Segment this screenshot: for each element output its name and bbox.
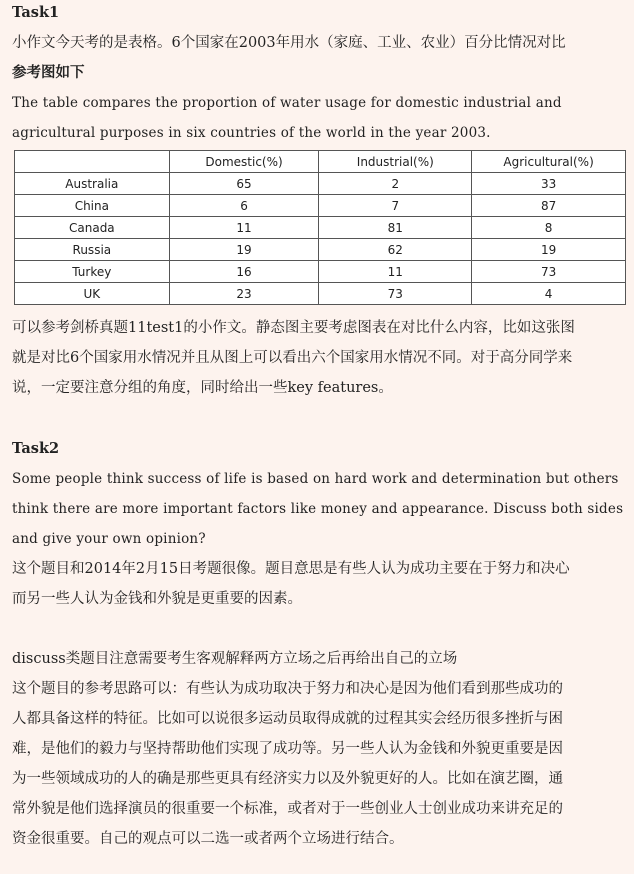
industrial-cell: 2 xyxy=(319,173,472,195)
table-row xyxy=(15,261,626,283)
agricultural-cell: 4 xyxy=(472,283,626,305)
country-cell: Canada xyxy=(15,217,170,239)
industrial-cell: 7 xyxy=(319,195,472,217)
domestic-cell: 6 xyxy=(169,195,319,217)
table-header-cell: Industrial(%) xyxy=(319,151,472,173)
task1-intro: 小作文今天考的是表格。6个国家在2003年用水（家庭、工业、农业）百分比情况对比 xyxy=(12,35,566,51)
reference-idea-line: 资金很重要。自己的观点可以二选一或者两个立场进行结合。 xyxy=(12,831,404,847)
reference-idea-line: 为一些领域成功的人的确是那些更具有经济实力以及外貌更好的人。比如在演艺圈，通 xyxy=(12,771,563,787)
domestic-cell: 19 xyxy=(169,239,319,261)
agricultural-cell: 19 xyxy=(472,239,626,261)
agricultural-cell: 73 xyxy=(472,261,626,283)
water-usage-table xyxy=(14,150,626,305)
table-header-cell xyxy=(15,151,170,173)
agricultural-cell: 8 xyxy=(472,217,626,239)
domestic-cell: 23 xyxy=(169,283,319,305)
country-cell: UK xyxy=(15,283,170,305)
industrial-cell: 11 xyxy=(319,261,472,283)
table-header-row xyxy=(15,151,626,173)
industrial-cell: 73 xyxy=(319,283,472,305)
table-row xyxy=(15,283,626,305)
domestic-cell: 65 xyxy=(169,173,319,195)
table-row xyxy=(15,217,626,239)
task1-analysis-line: 可以参考剑桥真题11test1的小作文。静态图主要考虑图表在对比什么内容，比如这张图 xyxy=(12,320,575,336)
table-row xyxy=(15,239,626,261)
table-row xyxy=(15,195,626,217)
task2-note-line: 这个题目和2014年2月15日考题很像。题目意思是有些人认为成功主要在于努力和决心 xyxy=(12,561,570,577)
task1-question-line: The table compares the proportion of water usage for domestic industrial and xyxy=(12,95,562,111)
task2-note-line: 而另一些人认为金钱和外貌是更重要的因素。 xyxy=(12,591,302,607)
country-cell: Russia xyxy=(15,239,170,261)
country-cell: China xyxy=(15,195,170,217)
task2-question-line: think there are more important factors like money and appearance. Discuss both sides xyxy=(12,501,624,517)
country-cell: Turkey xyxy=(15,261,170,283)
table-row xyxy=(15,173,626,195)
task1-heading: Task1 xyxy=(12,4,60,21)
country-cell: Australia xyxy=(15,173,170,195)
industrial-cell: 81 xyxy=(319,217,472,239)
table-header-cell: Agricultural(%) xyxy=(472,151,626,173)
reference-idea-line: 难，是他们的毅力与坚持帮助他们实现了成功等。另一些人认为金钱和外貌更重要是因 xyxy=(12,741,563,757)
domestic-cell: 16 xyxy=(169,261,319,283)
industrial-cell: 62 xyxy=(319,239,472,261)
reference-figure-heading: 参考图如下 xyxy=(12,64,85,81)
table-header-cell: Domestic(%) xyxy=(169,151,319,173)
reference-idea-line: 人都具备这样的特征。比如可以说很多运动员取得成就的过程其实会经历很多挫折与困 xyxy=(12,711,563,727)
discuss-tip: discuss类题目注意需要考生客观解释两方立场之后再给出自己的立场 xyxy=(12,651,458,667)
agricultural-cell: 33 xyxy=(472,173,626,195)
task2-heading: Task2 xyxy=(12,440,60,457)
task1-question-line: agricultural purposes in six countries of the world in the year 2003. xyxy=(12,125,491,141)
reference-idea-line: 常外貌是他们选择演员的很重要一个标准，或者对于一些创业人士创业成功来讲充足的 xyxy=(12,801,563,817)
reference-idea-line: 这个题目的参考思路可以：有些认为成功取决于努力和决心是因为他们看到那些成功的 xyxy=(12,681,563,697)
task1-analysis-line: 说，一定要注意分组的角度，同时给出一些key features。 xyxy=(12,380,393,396)
task1-analysis-line: 就是对比6个国家用水情况并且从图上可以看出六个国家用水情况不同。对于高分同学来 xyxy=(12,350,573,366)
domestic-cell: 11 xyxy=(169,217,319,239)
task2-question-line: Some people think success of life is based on hard work and determination but others xyxy=(12,471,619,487)
agricultural-cell: 87 xyxy=(472,195,626,217)
task2-question-line: and give your own opinion? xyxy=(12,531,206,547)
